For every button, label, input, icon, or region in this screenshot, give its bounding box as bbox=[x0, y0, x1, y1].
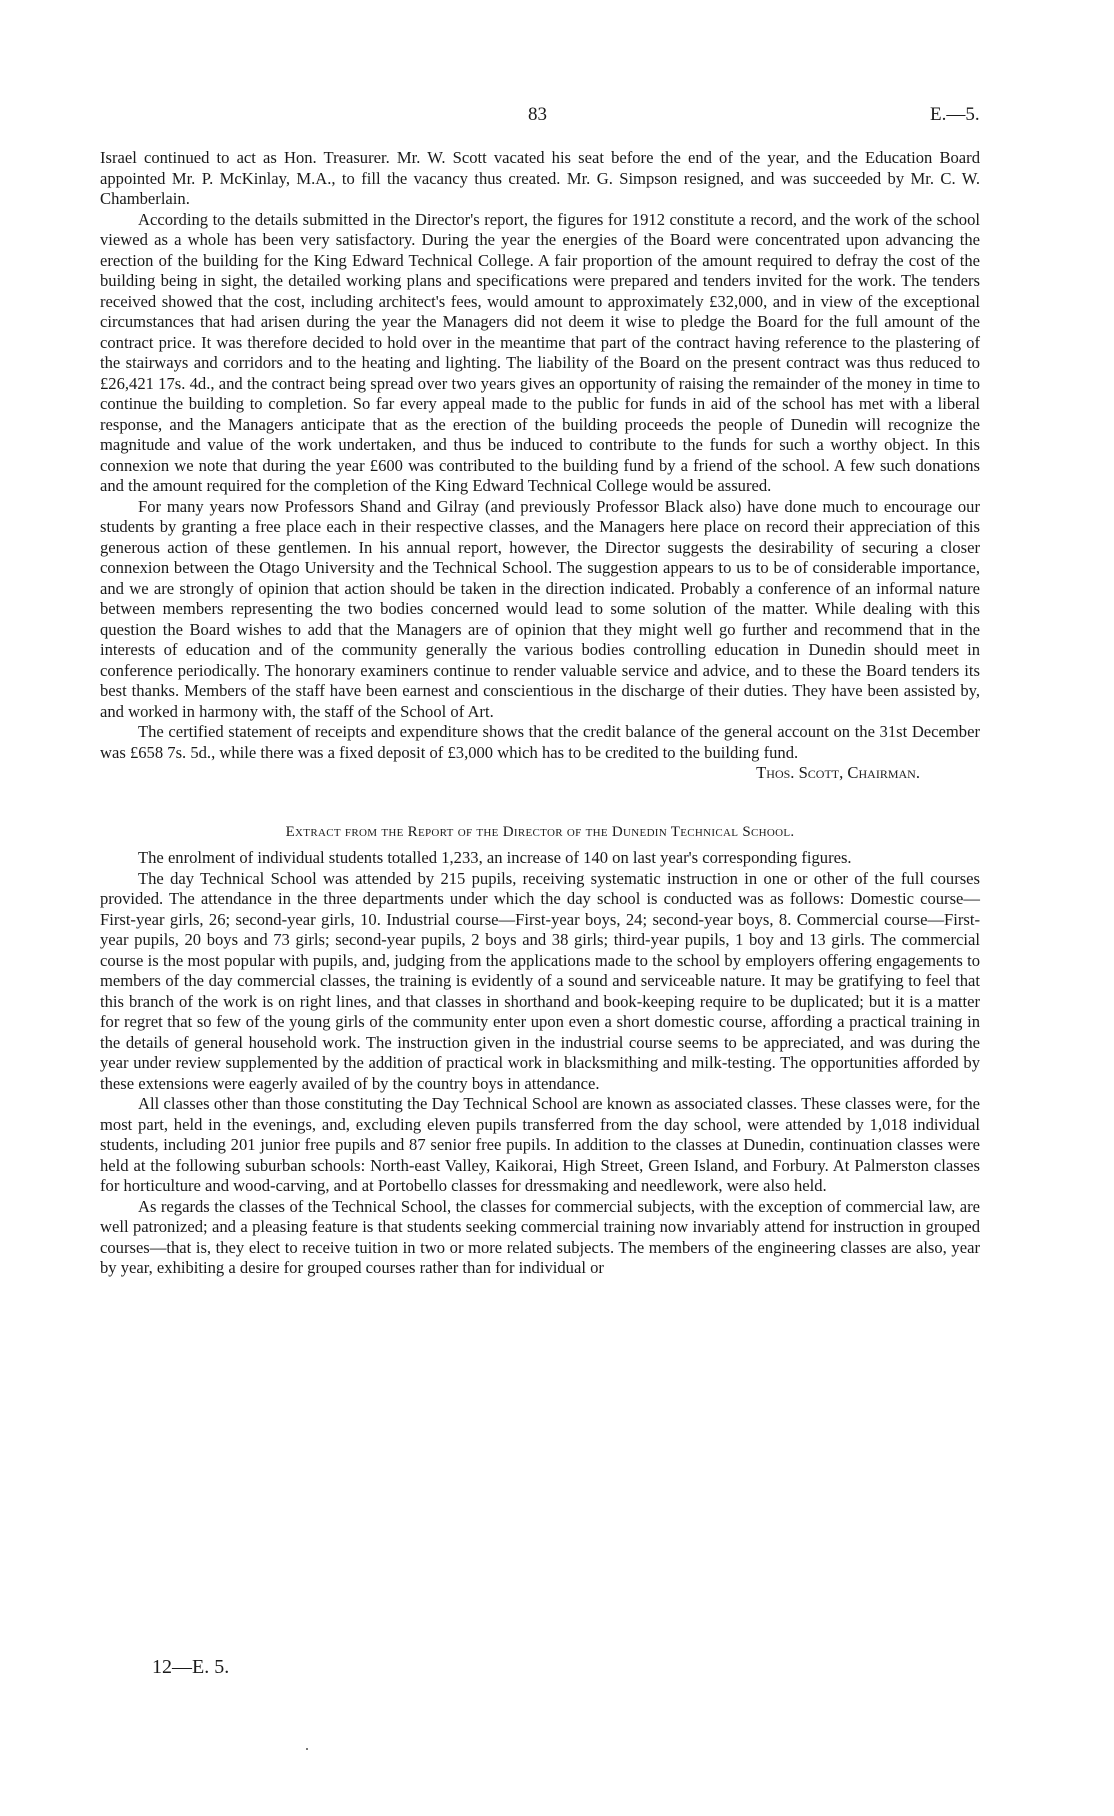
paragraph: According to the details submitted in the Director's report, the figures for 1912 constitute a record, and the work of the school viewed as a whole has been very satisfactory. During the year the energies of the Board were concentrated upon advancing the erection of the building for the King Edward Technical College. A fair proportion of the amount required to defray the cost of the building being in sight, the detailed working plans and specifications were prepared and tenders invited for the work. The tenders received showed that the cost, including architect's fees, would amount to approximately £32,000, and in view of the exceptional circumstances that had arisen during the year the Managers did not deem it wise to pledge the Board for the full amount of the contract price. It was therefore decided to hold over in the meantime that part of the contract having reference to the plastering of the stairways and corridors and to the heating and lighting. The liability of the Board on the present contract was thus reduced to £26,421 17s. 4d., and the contract being spread over two years gives an opportunity of raising the remainder of the money in time to continue the building to completion. So far every appeal made to the public for funds in aid of the school has met with a liberal response, and the Managers anticipate that as the erection of the building proceeds the people of Dunedin will recognize the magnitude and value of the work undertaken, and thus be induced to contribute to the funds for such a worthy object. In this connexion we note that during the year £600 was contributed to the building fund by a friend of the school. A few such donations and the amount required for the completion of the King Edward Technical College would be assured. bbox=[100, 209, 980, 495]
print-speck bbox=[306, 1748, 308, 1750]
paragraph: All classes other than those constituting the Day Technical School are known as associated classes. These classes were, for the most part, held in the evenings, and, excluding eleven pupils transferred from the day school, were attended by 1,018 individual students, including 201 junior free pupils and 87 senior free pupils. In addition to the classes at Dunedin, continuation classes were held at the following suburban schools: North-east Valley, Kaikorai, High Street, Green Island, and Forbury. At Palmerston classes for horticulture and wood-carving, and at Portobello classes for dressmaking and needlework, were also held. bbox=[100, 1094, 980, 1195]
signature-mark: 12—E. 5. bbox=[152, 1656, 230, 1678]
body-text bbox=[100, 148, 980, 1279]
chairman-signature: Thos. Scott, Chairman. bbox=[756, 763, 920, 782]
document-reference: E.—5. bbox=[930, 104, 980, 125]
section-heading: Extract from the Report of the Director of the Dunedin Technical School. bbox=[285, 823, 795, 840]
paragraph: The enrolment of individual students totalled 1,233, an increase of 140 on last year's corresponding figures. bbox=[138, 848, 852, 867]
page-number: 83 bbox=[528, 104, 547, 125]
paragraph: As regards the classes of the Technical School, the classes for commercial subjects, with the exception of commercial law, are well patronized; and a pleasing feature is that students seeking commercial training now invariably attend for instruction in grouped courses—that is, they elect to receive tuition in two or more related subjects. The members of the engineering classes are also, year by year, exhibiting a desire for grouped courses rather than for individual or bbox=[100, 1196, 980, 1277]
paragraph: For many years now Professors Shand and Gilray (and previously Professor Black also) have done much to encourage our students by granting a free place each in their respective classes, and the Managers here place on record their appreciation of this generous action of these gentlemen. In his annual report, however, the Director suggests the desirability of securing a closer connexion between the Otago University and the Technical School. The suggestion appears to us to be of considerable importance, and we are strongly of opinion that action should be taken in the direction indicated. Probably a conference of an informal nature between members representing the two bodies concerned would lead to some solution of the matter. While dealing with this question the Board wishes to add that the Managers are of opinion that they might well go further and recommend that in the interests of education and of the community generally the various bodies controlling education in Dunedin should meet in conference periodically. The honorary examiners continue to render valuable service and advice, and to these the Board tenders its best thanks. Members of the staff have been earnest and conscientious in the discharge of their duties. They have been assisted by, and worked in harmony with, the staff of the School of Art. bbox=[100, 496, 980, 721]
paragraph: The certified statement of receipts and expenditure shows that the credit balance of the general account on the 31st December was £658 7s. 5d., while there was a fixed deposit of £3,000 which has to be credited to the building fund. bbox=[100, 722, 980, 762]
paragraph: The day Technical School was attended by 215 pupils, receiving systematic instruction in one or other of the full courses provided. The attendance in the three departments under which the day school is conducted was as follows: Domestic course—First-year girls, 26; second-year girls, 10. Industrial course—First-year boys, 24; second-year boys, 8. Commercial course—First-year pupils, 20 boys and 73 girls; second-year pupils, 2 boys and 38 girls; third-year pupils, 1 boy and 13 girls. The commercial course is the most popular with pupils, and, judging from the applications made to the school by employers offering engagements to members of the day commercial classes, the training is evidently of a sound and serviceable nature. It may be gratifying to feel that this branch of the work is on right lines, and that classes in shorthand and book-keeping require to be duplicated; but it is a matter for regret that so few of the young girls of the community enter upon even a short domestic course, affording a practical training in the details of general household work. The instruction given in the industrial course seems to be appreciated, and was during the year under review supplemented by the addition of practical work in blacksmithing and milk-testing. The opportunities afforded by these extensions were eagerly availed of by the country boys in attendance. bbox=[100, 868, 980, 1093]
paragraph: Israel continued to act as Hon. Treasurer. Mr. W. Scott vacated his seat before the end of the year, and the Education Board appointed Mr. P. McKinlay, M.A., to fill the vacancy thus created. Mr. G. Simpson resigned, and was succeeded by Mr. C. W. Chamberlain. bbox=[100, 148, 980, 208]
